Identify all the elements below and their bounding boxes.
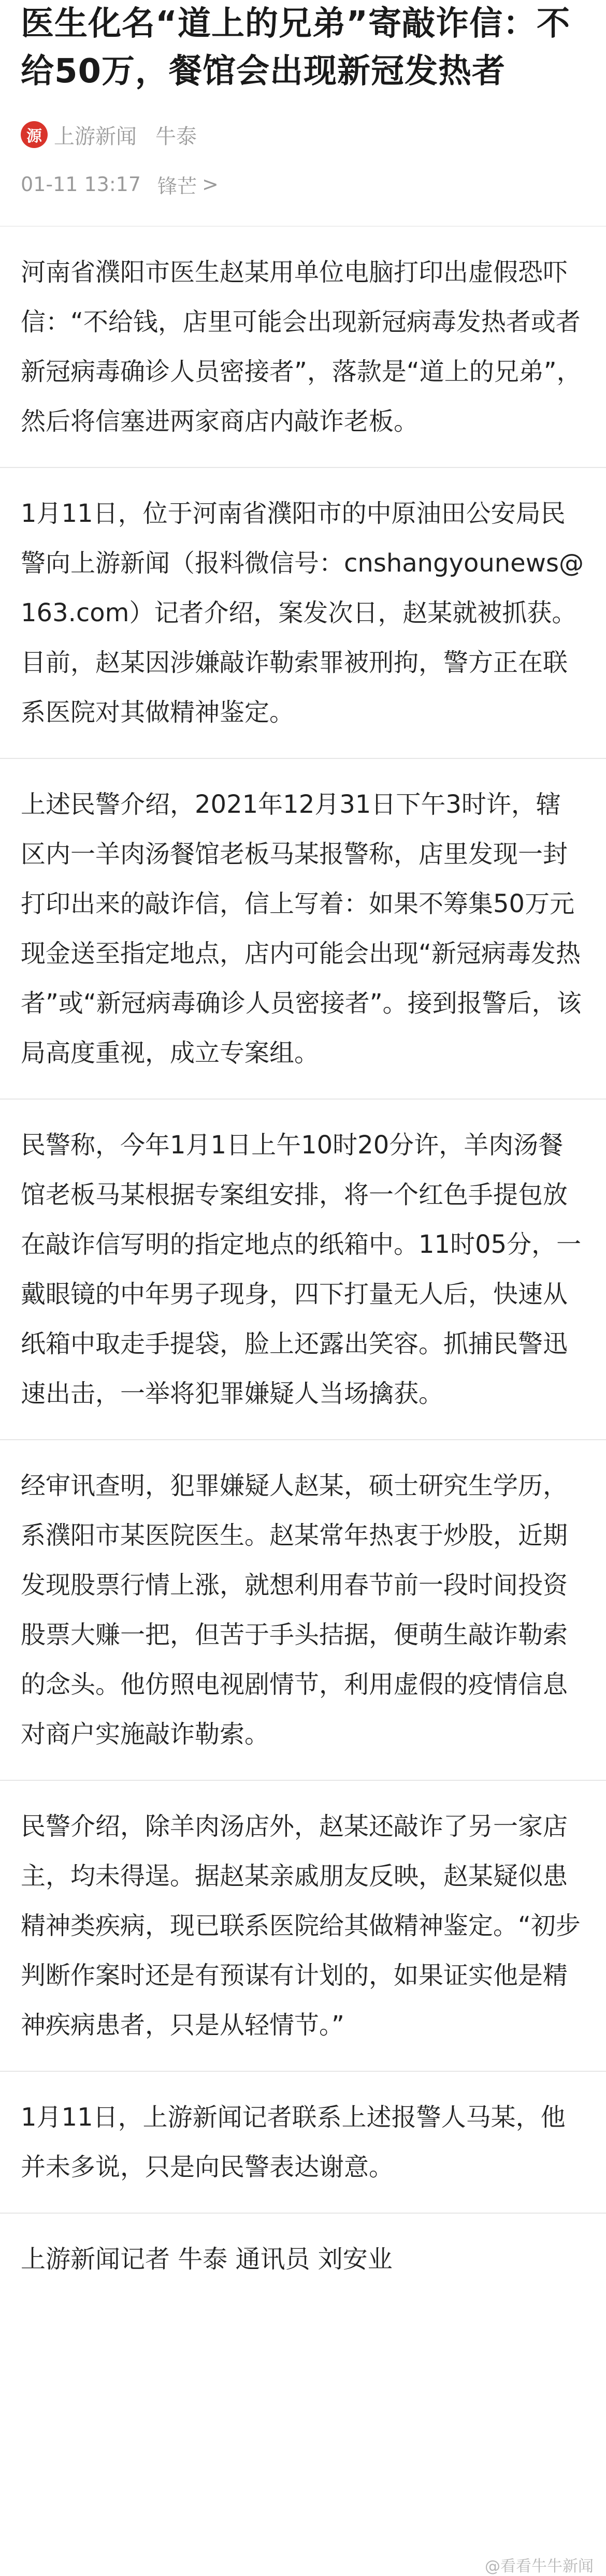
article-title: 医生化名“道上的兄弟”寄敲诈信：不给50万，餐馆会出现新冠发热者 [21,5,571,91]
paragraph-divider [0,467,606,468]
paragraph-divider [0,758,606,759]
header-divider [0,226,606,227]
paragraph-divider [0,2071,606,2072]
source-row [21,120,585,149]
paragraph-divider [0,2213,606,2214]
paragraph-5: 经审讯查明，犯罪嫌疑人赵某，硕士研究生学历，系濮阳市某医院医生。赵某常年热衷于炒股，近期发现股票行情上涨，就想利用春节前一段时间投资股票大赚一把，但苦于手头拮据，便萌生敲诈勒索的念头。他仿照电视剧情节，利用虚假的疫情信息对商户实施敲诈勒索。 [21,1471,568,1749]
paragraph-1: 河南省濮阳市医生赵某用单位电脑打印出虚假恐吓信：“不给钱，店里可能会出现新冠病毒发热者或者新冠病毒确诊人员密接者”，落款是“道上的兄弟”，然后将信塞进两家商店内敲诈老板。 [21,258,582,436]
paragraph-2: 1月11日，位于河南省濮阳市的中原油田公安局民警向上游新闻（报料微信号：cnshangyounews@163.com）记者介绍，案发次日，赵某就被抓获。目前，赵某因涉嫌敲诈勒索罪被刑拘，警方正在联系医院对其做精神鉴定。 [21,499,584,727]
paragraph-divider [0,1780,606,1781]
editor-link[interactable]: 锋芒 [157,174,197,198]
author-name[interactable]: 牛泰 [155,124,197,149]
paragraph-divider [0,1099,606,1100]
source-name[interactable]: 上游新闻 [54,124,137,149]
paragraph-divider [0,1439,606,1440]
paragraph-7: 1月11日，上游新闻记者联系上述报警人马某，他并未多说，只是向民警表达谢意。 [21,2103,566,2182]
paragraph-4: 民警称，今年1月1日上午10时20分许，羊肉汤餐馆老板马某根据专案组安排，将一个红色手提包放在敲诈信写明的指定地点的纸箱中。11时05分，一戴眼镜的中年男子现身，四下打量无人后，快速从纸箱中取走手提袋，脸上还露出笑容。抓捕民警迅速出击，一举将犯罪嫌疑人当场擒获。 [21,1131,582,1408]
source-logo-icon[interactable]: 源 [21,121,48,148]
meta-row [21,172,585,197]
timestamp: 01-11 13:17 [21,173,141,196]
byline: 上游新闻记者 牛泰 通讯员 刘安业 [21,2245,393,2274]
chevron-right-icon[interactable]: > [202,173,219,196]
watermark: @看看牛牛新闻 [485,2557,594,2575]
paragraph-3: 上述民警介绍，2021年12月31日下午3时许，辖区内一羊肉汤餐馆老板马某报警称，店里发现一封打印出来的敲诈信，信上写着：如果不筹集50万元现金送至指定地点，店内可能会出现“新冠病毒发热者”或“新冠病毒确诊人员密接者”。接到报警后，该局高度重视，成立专案组。 [21,790,582,1067]
paragraph-6: 民警介绍，除羊肉汤店外，赵某还敲诈了另一家店主，均未得逞。据赵某亲戚朋友反映，赵某疑似患精神类疾病，现已联系医院给其做精神鉴定。“初步判断作案时还是有预谋有计划的，如果证实他是精神疾病患者，只是从轻情节。” [21,1812,581,2040]
